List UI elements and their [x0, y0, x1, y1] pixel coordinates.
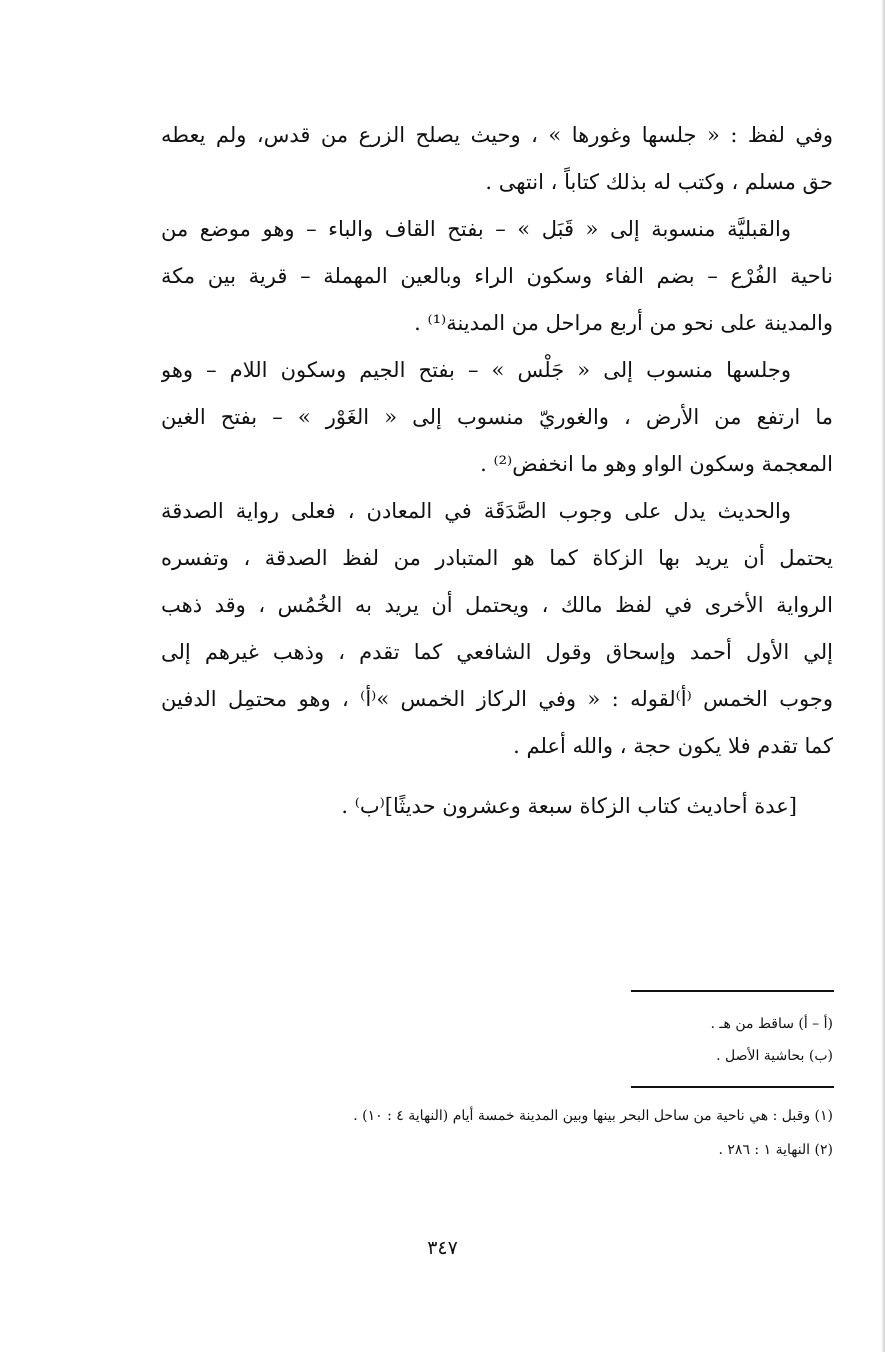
text-line: ما ارتفع من الأرض ، والغوريّ منسوب إلى « الغَوْر » – بفتح الغين [161, 405, 833, 429]
footnote: (٢) النهاية ١ : ٢٨٦ . [718, 1142, 833, 1158]
text-line: وجوب الخمس ⁽أ⁾لقوله : « وفي الركاز الخمس »⁽أ⁾ ، وهو محتمِل الدفين [161, 687, 833, 711]
text-line: المعجمة وسكون الواو وهو ما انخفض⁽²⁾ . [480, 452, 833, 476]
text-line: إلي الأول أحمد وإسحاق وقول الشافعي كما تقدم ، وذهب غيرهم إلى [161, 640, 833, 664]
text-line: الرواية الأخرى في لفظ مالك ، ويحتمل أن يريد به الخُمُس ، وقد ذهب [161, 593, 833, 617]
variant-note: (ب) بحاشية الأصل . [716, 1048, 833, 1064]
footnote: (١) وقبل : هي ناحية من ساحل البحر بينها وبين المدينة خمسة أيام (النهاية ٤ : ١٠) . [353, 1108, 833, 1124]
footnote-divider [631, 1086, 834, 1088]
text-line: وفي لفظ : « جلسها وغورها » ، وحيث يصلح الزرع من قدس، ولم يعطه [161, 123, 833, 147]
footnote-divider [631, 990, 834, 992]
text-line: والقبليَّة منسوبة إلى « قَبَل » – بفتح القاف والباء – وهو موضع من [161, 217, 791, 241]
page-number: ٣٤٧ [427, 1237, 458, 1259]
main-text [161, 112, 833, 770]
page-edge-shadow [881, 0, 885, 1352]
text-line: وجلسها منسوب إلى « جَلْس » – بفتح الجيم وسكون اللام – وهو [161, 358, 791, 382]
text-line: والحديث يدل على وجوب الصَّدَقَة في المعادن ، فعلى رواية الصدقة [161, 499, 791, 523]
text-line: يحتمل أن يريد بها الزكاة كما هو المتبادر من لفظ الصدقة ، وتفسره [161, 546, 833, 570]
text-line: حق مسلم ، وكتب له بذلك كتاباً ، انتهى . [485, 170, 833, 194]
text-line: كما تقدم فلا يكون حجة ، والله أعلم . [513, 734, 833, 758]
variant-note: (أ – أ) ساقط من هـ . [710, 1016, 833, 1032]
text-line: ناحية الفُرْع – بضم الفاء وسكون الراء وبالعين المهملة – قرية بين مكة [161, 264, 833, 288]
chapter-hadith-count: [عدة أحاديث كتاب الزكاة سبعة وعشرون حديثًا]⁽ب⁾ . [341, 794, 797, 818]
text-line: والمدينة على نحو من أربع مراحل من المدينة⁽¹⁾ . [414, 311, 833, 335]
